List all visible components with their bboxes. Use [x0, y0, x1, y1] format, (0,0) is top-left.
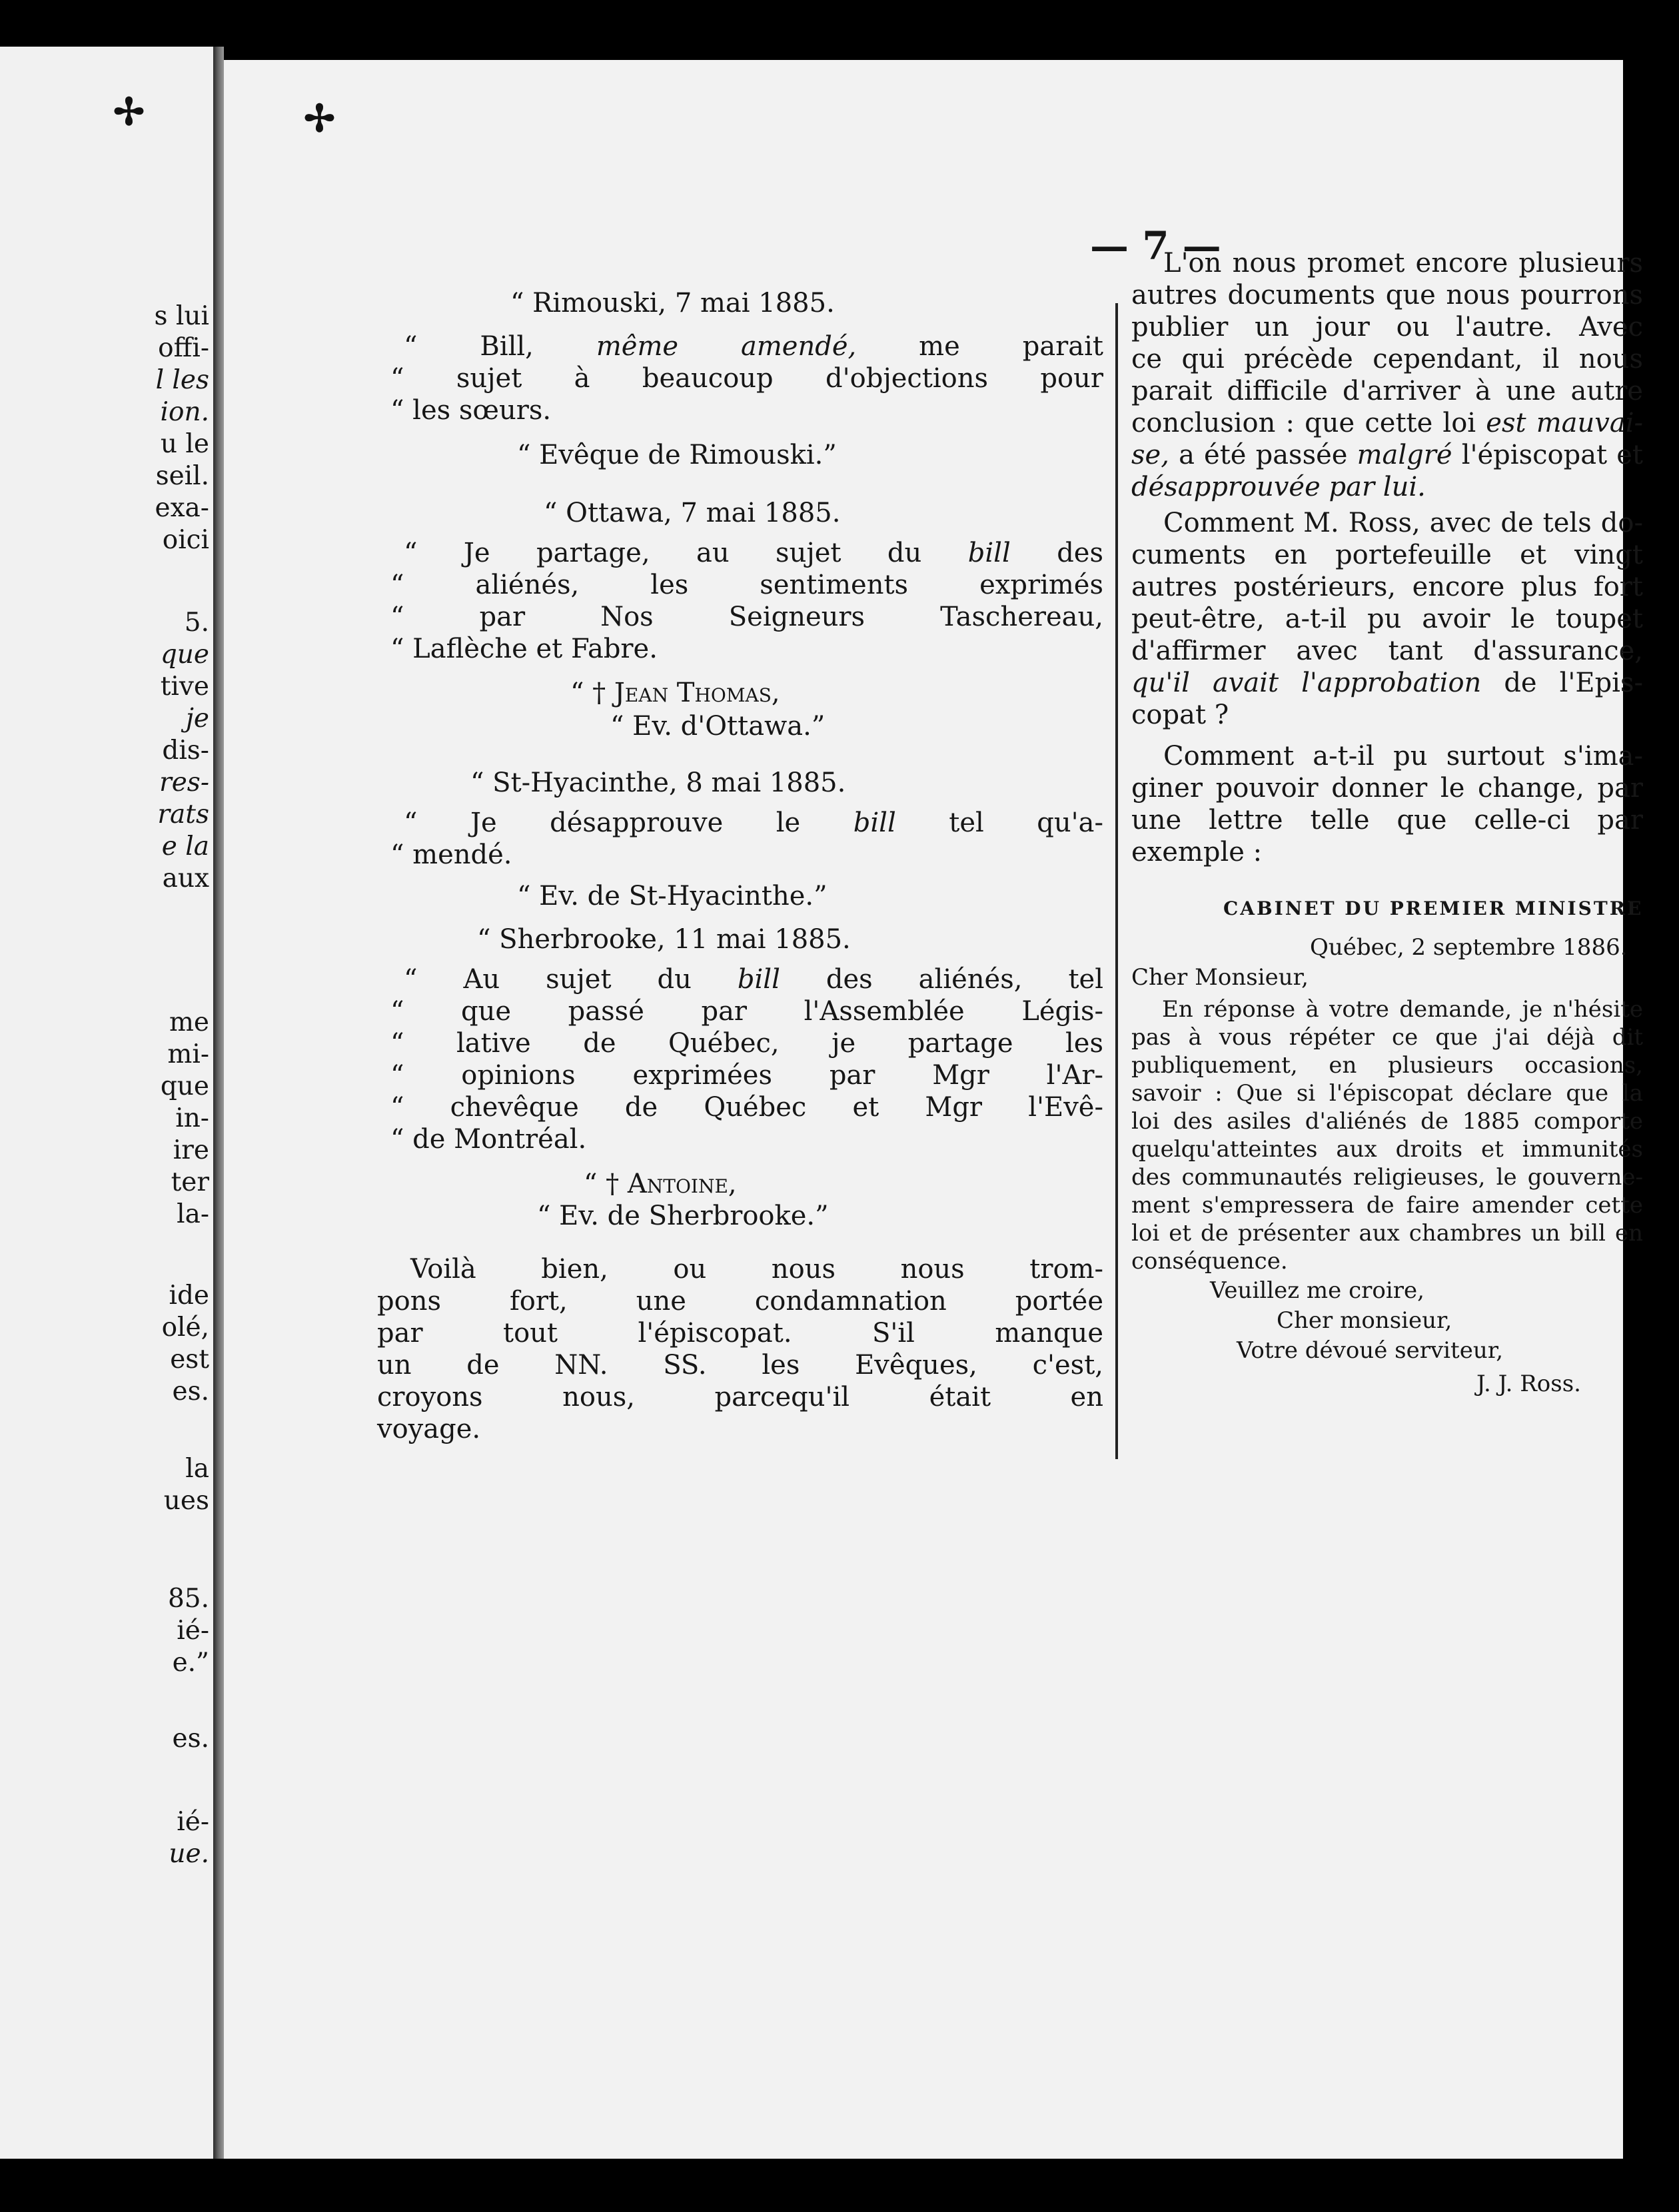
- previous-page-fragment: ues: [163, 1486, 209, 1516]
- signature-ottawa-name: “ † Jean Thomas,: [570, 678, 780, 708]
- paragraph-line: qu'il avait l'approbation de l'Epis-: [1131, 668, 1644, 698]
- previous-page-fragment: ue.: [169, 1839, 209, 1869]
- letter-closing: Veuillez me croire,: [1210, 1277, 1424, 1304]
- letter-body-line: ment s'empressera de faire amender cette: [1131, 1192, 1643, 1219]
- previous-page-fragment: ide: [169, 1281, 209, 1311]
- dateline-rimouski: “ Rimouski, 7 mai 1885.: [510, 288, 835, 318]
- signature-sherbrooke-name: “ † Antoine,: [584, 1169, 737, 1199]
- previous-page-fragment: ter: [171, 1167, 209, 1197]
- paragraph-line: cuments en portefeuille et vingt: [1131, 540, 1643, 570]
- previous-page-fragment: que: [160, 1071, 209, 1101]
- letter-body-line: En réponse à votre demande, je n'hésite: [1162, 996, 1643, 1023]
- letter-body-line: quelqu'atteintes aux droits et immunités: [1131, 1136, 1643, 1163]
- paragraph-line: conclusion : que cette loi est mauvai-: [1131, 408, 1644, 438]
- paragraph-line: voyage.: [377, 1414, 481, 1444]
- paragraph-line: publier un jour ou l'autre. Avec: [1131, 312, 1643, 342]
- letter-line: “ mendé.: [390, 839, 512, 870]
- previous-page-fragment: est: [170, 1345, 209, 1375]
- previous-page-fragment: aux: [162, 863, 209, 893]
- letter-line: “ Bill, même amendé, me parait: [404, 331, 1103, 362]
- previous-page-fragment: in-: [175, 1103, 209, 1133]
- column-rule: [1115, 303, 1118, 1459]
- paragraph-line: une lettre telle que celle-ci par: [1131, 805, 1643, 835]
- previous-page-fragment: la-: [177, 1199, 209, 1229]
- letter-body-line: loi et de présenter aux chambres un bill en: [1131, 1220, 1643, 1247]
- letter-signature: J. J. Ross.: [1476, 1371, 1581, 1397]
- letter-body-line: pas à vous répéter ce que j'ai déjà dit: [1131, 1024, 1643, 1051]
- previous-page-fragment: mi-: [167, 1039, 209, 1069]
- paragraph-line: croyons nous, parcequ'il était en: [377, 1382, 1103, 1412]
- letter-line: “ aliénés, les sentiments exprimés: [390, 570, 1103, 600]
- letter-closing: Votre dévoué serviteur,: [1237, 1337, 1504, 1364]
- letter-line: “ Au sujet du bill des aliénés, tel: [404, 964, 1103, 995]
- previous-page-fragment: l les: [155, 365, 209, 395]
- dateline-sherbrooke: “ Sherbrooke, 11 mai 1885.: [477, 924, 851, 955]
- paragraph-line: peut-être, a-t-il pu avoir le toupet: [1131, 604, 1643, 634]
- letter-line: “ Je désapprouve le bill tel qu'a-: [404, 808, 1104, 838]
- printers-mark-icon: ✢: [304, 97, 335, 141]
- previous-page-fragment: que: [160, 640, 209, 670]
- signature-sherbrooke-see: “ Ev. de Sherbrooke.”: [537, 1201, 829, 1231]
- previous-page-fragment: u le: [160, 429, 209, 459]
- page: [224, 60, 1644, 2159]
- letter-line: “ par Nos Seigneurs Taschereau,: [390, 602, 1103, 632]
- paragraph-line: autres documents que nous pourrons: [1131, 280, 1643, 310]
- letter-line: “ chevêque de Québec et Mgr l'Evê-: [390, 1092, 1103, 1123]
- paragraph-line: pons fort, une condamnation portée: [377, 1286, 1103, 1317]
- page-number: — 7 —: [1090, 223, 1221, 269]
- paragraph-line: Comment a-t-il pu surtout s'ima-: [1163, 741, 1643, 772]
- paragraph-line: désapprouvée par lui.: [1131, 472, 1426, 502]
- previous-page-fragment: e.”: [172, 1648, 209, 1678]
- letter-body-line: des communautés religieuses, le gouverne-: [1131, 1164, 1643, 1191]
- letter-line: “ que passé par l'Assemblée Légis-: [390, 996, 1103, 1027]
- previous-page-fragment: oici: [162, 525, 209, 555]
- paragraph-line: Voilà bien, ou nous nous trom-: [410, 1254, 1103, 1285]
- previous-page-edge: [0, 47, 213, 2159]
- dateline-st-hyacinthe: “ St-Hyacinthe, 8 mai 1885.: [470, 768, 846, 798]
- previous-page-fragment: es.: [172, 1724, 209, 1754]
- letter-heading: CABINET DU PREMIER MINISTRE: [1223, 897, 1644, 919]
- paragraph-line: L'on nous promet encore plusieurs: [1163, 248, 1643, 278]
- letter-line: “ Je partage, au sujet du bill des: [404, 538, 1103, 568]
- printers-mark-icon: ✢: [113, 90, 145, 134]
- letter-body-line: loi des asiles d'aliénés de 1885 comporte: [1131, 1108, 1643, 1135]
- book-gutter: [213, 47, 224, 2159]
- paragraph-line: copat ?: [1131, 700, 1229, 730]
- previous-page-fragment: ion.: [160, 397, 209, 427]
- previous-page-fragment: exa-: [155, 493, 209, 523]
- dateline-ottawa: “ Ottawa, 7 mai 1885.: [544, 498, 841, 528]
- paragraph-line: par tout l'épiscopat. S'il manque: [377, 1318, 1103, 1349]
- letter-closing: Cher monsieur,: [1277, 1307, 1452, 1334]
- signature-ottawa-see: “ Ev. d'Ottawa.”: [610, 711, 826, 742]
- paragraph-line: exemple :: [1131, 837, 1263, 867]
- paragraph-line: se, a été passée malgré l'épiscopat et: [1131, 440, 1644, 470]
- paragraph-line: d'affirmer avec tant d'assurance,: [1131, 636, 1643, 666]
- previous-page-fragment: tive: [160, 672, 209, 702]
- previous-page-fragment: 5.: [184, 608, 209, 638]
- paragraph-line: autres postérieurs, encore plus fort: [1131, 572, 1643, 602]
- letter-line: “ opinions exprimées par Mgr l'Ar-: [390, 1060, 1103, 1091]
- letter-body-line: savoir : Que si l'épiscopat déclare que la: [1131, 1080, 1643, 1107]
- letter-line: “ sujet à beaucoup d'objections pour: [390, 363, 1103, 394]
- previous-page-fragment: s lui: [154, 301, 209, 331]
- paragraph-line: giner pouvoir donner le change, par: [1131, 773, 1643, 804]
- letter-body-line: publiquement, en plusieurs occasions,: [1131, 1052, 1643, 1079]
- letter-line: “ lative de Québec, je partage les: [390, 1028, 1103, 1059]
- previous-page-fragment: la: [185, 1454, 209, 1484]
- previous-page-fragment: e la: [161, 831, 209, 861]
- paragraph-line: parait difficile d'arriver à une autre: [1131, 376, 1643, 406]
- letter-salutation: Cher Monsieur,: [1131, 964, 1309, 991]
- signature-rimouski: “ Evêque de Rimouski.”: [517, 440, 837, 470]
- previous-page-fragment: 85.: [167, 1584, 209, 1614]
- previous-page-fragment: ié-: [177, 1807, 209, 1837]
- previous-page-fragment: es.: [172, 1377, 209, 1406]
- paragraph-line: ce qui précède cependant, il nous: [1131, 344, 1643, 374]
- previous-page-fragment: me: [169, 1007, 209, 1037]
- letter-line: “ Laflèche et Fabre.: [390, 634, 658, 664]
- letter-body-line: conséquence.: [1131, 1248, 1288, 1275]
- letter-dateline: Québec, 2 septembre 1886.: [1310, 934, 1628, 961]
- previous-page-fragment: dis-: [162, 736, 209, 766]
- previous-page-fragment: olé,: [161, 1313, 209, 1343]
- paragraph-line: un de NN. SS. les Evêques, c'est,: [377, 1350, 1103, 1381]
- previous-page-fragment: ié-: [177, 1616, 209, 1646]
- signature-st-hyacinthe: “ Ev. de St-Hyacinthe.”: [517, 881, 828, 911]
- previous-page-fragment: offi-: [158, 333, 209, 363]
- letter-line: “ les sœurs.: [390, 395, 552, 426]
- previous-page-fragment: rats: [157, 800, 209, 830]
- previous-page-fragment: je: [185, 704, 209, 734]
- previous-page-fragment: ire: [173, 1135, 209, 1165]
- letter-line: “ de Montréal.: [390, 1124, 587, 1155]
- previous-page-fragment: seil.: [155, 461, 209, 491]
- paragraph-line: Comment M. Ross, avec de tels do-: [1163, 508, 1643, 538]
- previous-page-fragment: res-: [159, 768, 209, 798]
